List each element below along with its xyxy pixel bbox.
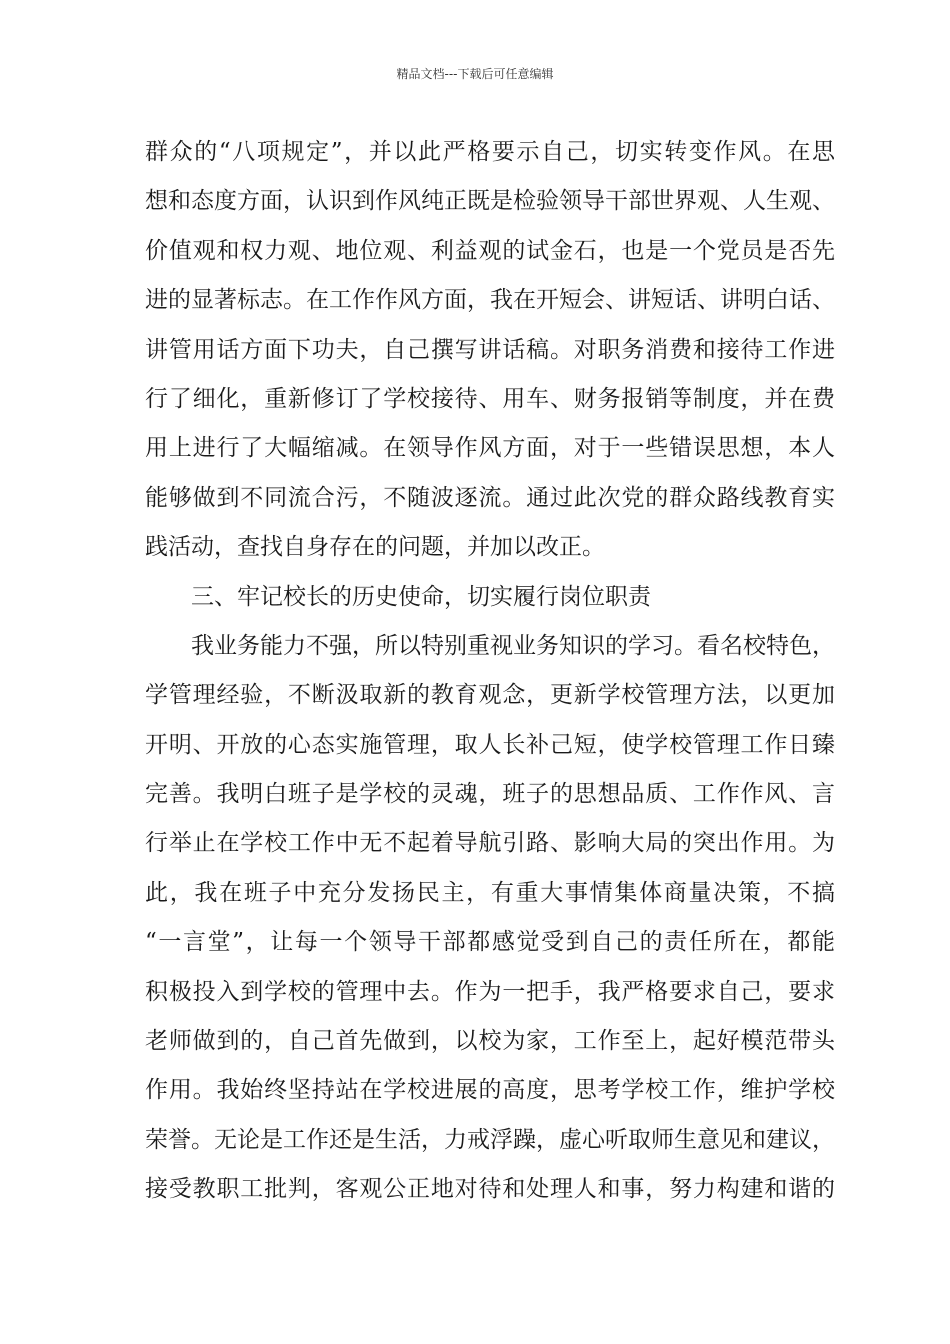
- text-line: 学管理经验，不断汲取新的教育观念，更新学校管理方法，以更加: [145, 682, 835, 709]
- text-line: 我业务能力不强，所以特别重视业务知识的学习。看名校特色，: [191, 632, 835, 659]
- text-line: 接受教职工批判，客观公正地对待和处理人和事，努力构建和谐的: [145, 1176, 835, 1203]
- text-line: 老师做到的，自己首先做到，以校为家，工作至上，起好模范带头: [145, 1028, 835, 1055]
- text-line: 行举止在学校工作中无不起着导航引路、影响大局的突出作用。为: [145, 830, 835, 857]
- text-line: 讲管用话方面下功夫，自己撰写讲话稿。对职务消费和接待工作进: [145, 336, 835, 363]
- text-line: 进的显著标志。在工作作风方面，我在开短会、讲短话、讲明白话、: [145, 287, 835, 314]
- text-line: 此，我在班子中充分发扬民主，有重大事情集体商量决策，不搞: [145, 879, 835, 906]
- text-line: 想和态度方面，认识到作风纯正既是检验领导干部世界观、人生观、: [145, 188, 835, 215]
- text-line: 行了细化，重新修订了学校接待、用车、财务报销等制度，并在费: [145, 385, 835, 412]
- document-body: [145, 128, 835, 1215]
- text-line: 价值观和权力观、地位观、利益观的试金石，也是一个党员是否先: [145, 237, 835, 264]
- text-line: 能够做到不同流合污，不随波逐流。通过此次党的群众路线教育实: [145, 484, 835, 511]
- text-line: 开明、开放的心态实施管理，取人长补己短，使学校管理工作日臻: [145, 731, 835, 758]
- page-header: 精品文档---下载后可任意编辑: [396, 67, 554, 81]
- text-line: 作用。我始终坚持站在学校进展的高度，思考学校工作，维护学校: [145, 1077, 835, 1104]
- text-line: 荣誉。无论是工作还是生活，力戒浮躁，虚心听取师生意见和建议，: [145, 1126, 835, 1153]
- section-heading: 三、牢记校长的历史使命，切实履行岗位职责: [191, 583, 651, 610]
- text-line: 完善。我明白班子是学校的灵魂，班子的思想品质、工作作风、言: [145, 781, 835, 808]
- text-line: 群众的“八项规定”，并以此严格要示自己，切实转变作风。在思: [145, 139, 835, 165]
- text-line: 用上进行了大幅缩减。在领导作风方面，对于一些错误思想，本人: [145, 435, 835, 462]
- text-line: 践活动，查找自身存在的问题，并加以改正。: [145, 534, 605, 561]
- text-line: “一言堂”，让每一个领导干部都感觉受到自己的责任所在，都能: [145, 929, 835, 956]
- text-line: 积极投入到学校的管理中去。作为一把手，我严格要求自己，要求: [145, 978, 835, 1005]
